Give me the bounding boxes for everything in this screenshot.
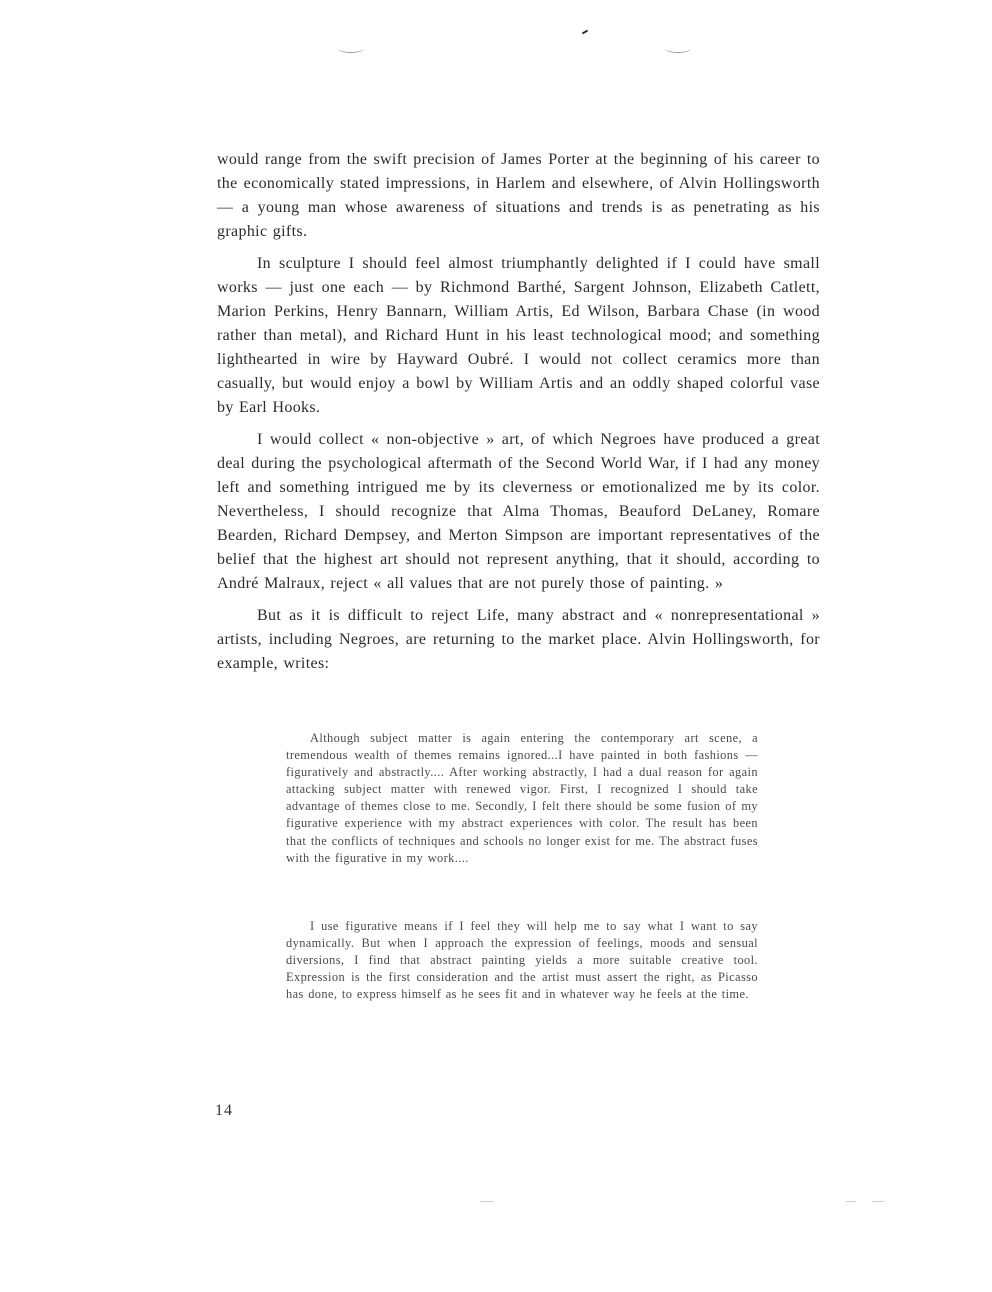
quotation-paragraph-2: I use figurative means if I feel they will help me to say what I want to say dynamically. But when I approach the expression of feelings, moods and sensual diversions, I find that abstract painting yields a more suitable creative tool. Expression is the first consideration and the artist must assert the right, as Picasso has done, to express himself as he sees fit and in whatever way he feels at the time. [286,919,758,1002]
body-paragraph-4: But as it is difficult to reject Life, many abstract and « nonrepresentational » artists, including Negroes, are returning to the market place. Alvin Hollingsworth, for example, writes: [217,607,820,672]
body-paragraph-1: would range from the swift precision of James Porter at the beginning of his career to the economically stated impressions, in Harlem and elsewhere, of Alvin Hollingsworth — a young man whose awareness of situations and trends is as penetrating as his graphic gifts. [217,151,820,240]
body-paragraph-3: I would collect « non-objective » art, of which Negroes have produced a great deal during the psychological aftermath of the Second World War, if I had any money left and something intrigued me by its cleverness or emotionalized me by its color. Nevertheless, I should recognize that Alma Thomas, Beauford DeLaney, Romare Bearden, Richard Dempsey, and Merton Simpson are important representatives of the belief that the highest art should not represent anything, that it should, according to André Malraux, reject « all values that are not purely those of painting. » [217,431,820,592]
body-paragraph-2: In sculpture I should feel almost triumphantly delighted if I could have small works — just one each — by Richmond Barthé, Sargent Johnson, Elizabeth Catlett, Marion Perkins, Henry Bannarn, William Artis, Ed Wilson, Barbara Chase (in wood rather than metal), and Richard Hunt in his least technological mood; and something lighthearted in wire by Hayward Oubré. I would not collect ceramics more than casually, but would enjoy a bowl by William Artis and an oddly shaped colorful vase by Earl Hooks. [217,255,820,416]
quotation-paragraph-1: Although subject matter is again entering the contemporary art scene, a tremendous wealth of themes remains ignored...I have painted in both fashions — figuratively and abstractly.... After working abstractly, I had a dual reason for again attacking subject matter with renewed vigor. First, I recognized I should take advantage of themes close to me. Secondly, I felt there should be some fusion of my figurative experience with my abstract experiences with color. The result has been that the conflicts of techniques and schools no longer exist for me. The abstract fuses with the figurative in my work.... [286,731,758,865]
scan-edge-mark [846,1201,856,1202]
scan-tick-mark [582,30,588,35]
scan-edge-mark [480,1201,494,1202]
binding-mark-left [338,44,364,53]
scan-edge-mark [872,1201,884,1202]
page-number: 14 [215,1102,233,1119]
binding-mark-right [665,44,691,53]
body-text [217,148,820,684]
